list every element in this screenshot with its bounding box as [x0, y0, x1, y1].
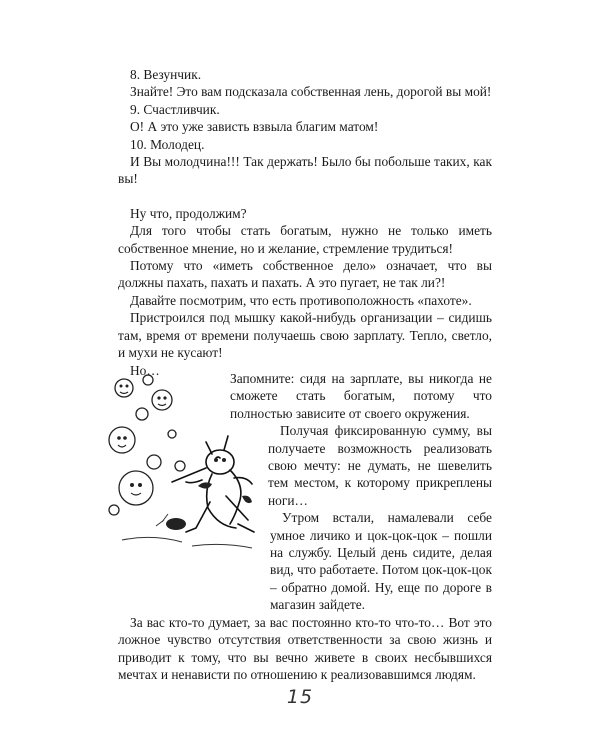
paragraph-gap	[118, 188, 492, 205]
paragraph: Потому что «иметь собственное дело» означает, что вы должны пахать, пахать и пахать. А это пугает, не так ли?!	[118, 258, 492, 291]
paragraph: Утром встали, намалевали себе умное личико и цок-цок-цок – пошли на службу. Целый день сидите, делая вид, что работаете. Потом цок-цок-цок – обратно домой. Ну, еще по дороге в магазин зайдете.	[270, 510, 492, 613]
paragraph: Получая фиксированную сумму, вы получаете возможность реализовать свою мечту: не думать, не шевелить тем местом, к которому прикреплены ноги…	[268, 423, 492, 508]
wrapped-text-block	[118, 370, 492, 683]
paragraph: Ну что, продолжим?	[130, 205, 247, 221]
list-item-9: 9. Счастливчик.	[130, 101, 220, 117]
paragraph: Для того чтобы стать богатым, нужно не только иметь собственное мнение, но и желание, стремление трудиться!	[118, 223, 492, 256]
paragraph: Но…	[130, 362, 160, 378]
page-number: 15	[286, 686, 314, 708]
list-comment-8: Знайте! Это вам подсказала собственная лень, дорогой вы мой!	[130, 84, 492, 100]
paragraph: Давайте посмотрим, что есть противоположность «пахоте».	[130, 292, 472, 308]
paragraph: Запомните: сидя на зарплате, вы никогда не сможете стать богатым, потому что полностью зависите от своего окружения.	[230, 371, 492, 421]
list-comment-9: О! А это уже зависть взвыла благим матом!	[130, 119, 379, 135]
list-item-8: 8. Везунчик.	[130, 67, 202, 82]
list-comment-10: И Вы молодчина!!! Так держать! Было бы побольше таких, как вы!	[118, 154, 492, 187]
list-item-10: 10. Молодец.	[130, 136, 205, 152]
paragraph: За вас кто-то думает, за вас постоянно кто-то что-то… Вот это ложное чувство отсутствия ответственности за свою жизнь и приводит к тому, что вы вечно живете в своих несбывшихся мечтах и ненависти по отношению к реализовавшимся людям.	[118, 614, 492, 682]
paragraph: Пристроился под мышку какой-нибудь организации – сидишь там, время от времени получаешь свою зарплату. Тепло, светло, и мухи не кусают!	[118, 310, 492, 361]
text-column	[118, 66, 492, 379]
